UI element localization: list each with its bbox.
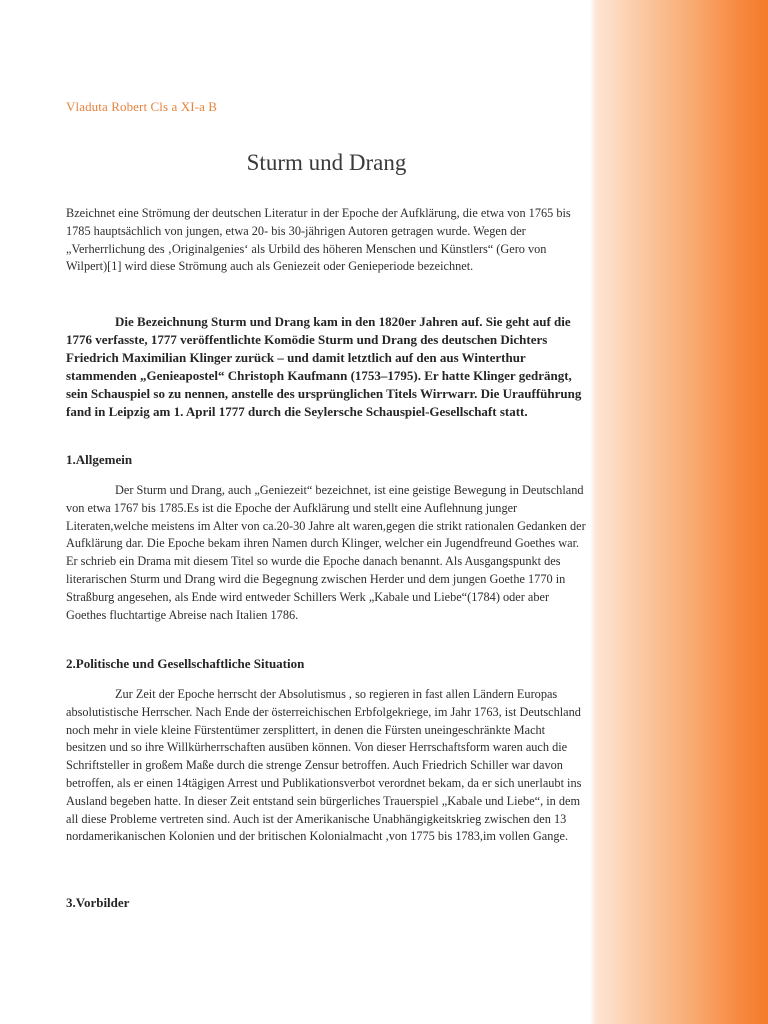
decorative-orange-band [586, 0, 768, 1024]
section-heading-politische-situation: 2.Politische und Gesellschaftliche Situation [66, 656, 305, 671]
section-heading-allgemein: 1.Allgemein [66, 452, 133, 467]
bold-paragraph: Die Bezeichnung Sturm und Drang kam in den 1820er Jahren auf. Sie geht auf die 1776 verfasste, 1777 veröffentlichte Komödie Sturm und Drang des deutschen Dichters Friedrich Maximilian Klinger zurück – und damit letztlich auf den aus Winterthur stammenden „Genieapostel“ Christoph Kaufmann (1753–1795). Er hatte Klinger gedrängt, sein Schauspiel so zu nennen, anstelle des ursprünglichen Titels Wirrwarr. Die Uraufführung fand in Leipzig am 1. April 1777 durch die Seylersche Schauspiel-Gesellschaft statt. [66, 314, 582, 419]
intro-paragraph: Bzeichnet eine Strömung der deutschen Literatur in der Epoche der Aufklärung, die etwa von 1765 bis 1785 hauptsächlich von jungen, etwa 20- bis 30-jährigen Autoren getragen wurde. Wegen der „Verherrlichung des ‚Originalgenies‘ als Urbild des höheren Menschen und Künstlers“ (Gero von Wilpert)[1] wird diese Strömung auch als Geniezeit oder Genieperiode bezeichnet. [66, 206, 571, 274]
section-heading-vorbilder: 3.Vorbilder [66, 895, 130, 910]
section-text-allgemein: Der Sturm und Drang, auch „Geniezeit“ bezeichnet, ist eine geistige Bewegung in Deutschland von etwa 1767 bis 1785.Es ist die Epoche der Aufklärung und stellt eine Auflehnung junger Literaten,welche meistens im Alter von ca.20-30 Jahre alt waren,gegen die strikt rationalen Gedanken der Aufklärung dar. Die Epoche bekam ihren Namen durch Klinger, welcher ein Jugendfreund Goethes war. Er schrieb ein Drama mit diesem Titel so wurde die Epoche danach benannt. Als Ausgangspunkt des literarischen Sturm und Drang wird die Begegnung zwischen Herder und dem jungen Goethe 1770 in Straßburg angesehen, als Ende wird entweder Schillers Werk „Kabale und Liebe“(1784) oder aber Goethes fluchtartige Abreise nach Italien 1786. [66, 483, 586, 622]
section-text-politische-situation: Zur Zeit der Epoche herrscht der Absolutismus , so regieren in fast allen Ländern Europas absolutistische Herrscher. Nach Ende der österreichischen Erbfolgekriege, im Jahr 1763, ist Deutschland noch mehr in viele kleine Fürstentümer zersplittert, in denen die Fürsten uneingeschränkte Macht besitzen und so ihre Willkürherrschaften ausüben können. Von dieser Herrschaftsform waren auch die Schriftsteller in großem Maße durch die strenge Zensur betroffen. Auch Friedrich Schiller war davon betroffen, als er einen 14tägigen Arrest und Publikationsverbot verordnet bekam, da er sich unerlaubt ins Ausland begeben hatte. In dieser Zeit entstand sein bürgerliches Trauerspiel „Kabale und Liebe“, in dem all diese Probleme vertreten sind. Auch ist der Amerikanische Unabhängigkeitskrieg zwischen den 13 nordamerikanischen Kolonien und der britischen Kolonialmacht ,von 1775 bis 1783,im vollen Gange. [66, 687, 582, 844]
author-line: Vladuta Robert Cls a XI-a B [66, 99, 218, 114]
document-title: Sturm und Drang [246, 150, 407, 175]
